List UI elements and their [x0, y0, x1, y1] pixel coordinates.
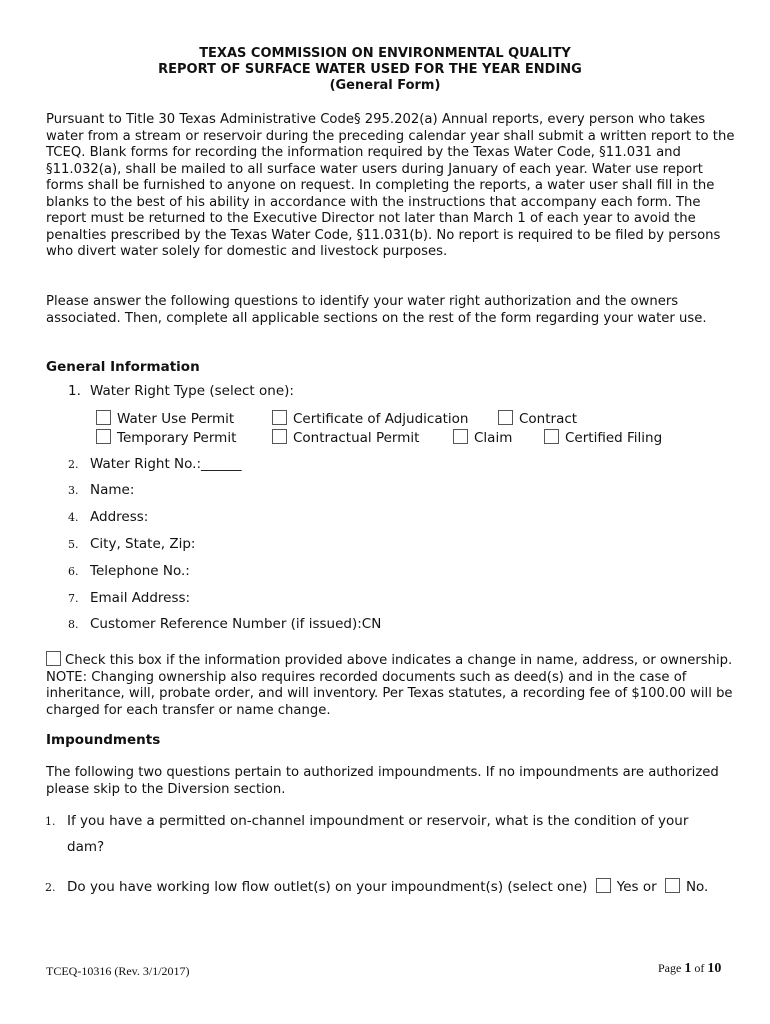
option-label: Temporary Permit: [117, 430, 237, 446]
option-certified-filing[interactable]: [544, 429, 662, 446]
item-number: 5.: [68, 538, 79, 551]
checkbox[interactable]: [544, 429, 559, 444]
field-label: Telephone No.:: [90, 563, 190, 579]
option-label: Water Use Permit: [117, 411, 235, 427]
no-checkbox[interactable]: [665, 878, 680, 893]
checkbox[interactable]: [453, 429, 468, 444]
field-label: Water Right No.:______: [90, 456, 242, 472]
checkbox[interactable]: [272, 410, 287, 425]
field-label: Address:: [90, 509, 149, 525]
of-word: of: [694, 961, 705, 975]
question-dam-condition-cont: dam?: [67, 839, 105, 855]
question-dam-condition: [45, 813, 688, 829]
item-number: 3.: [68, 484, 79, 497]
item-number: 1.: [45, 815, 56, 828]
item-number: 7.: [68, 592, 79, 605]
field-label: City, State, Zip:: [90, 536, 196, 552]
change-checkbox[interactable]: [46, 651, 61, 666]
question-label: Water Right Type (select one):: [90, 383, 294, 399]
change-notice: [46, 651, 736, 719]
option-label: Contract: [519, 411, 578, 427]
page-total: 10: [707, 961, 722, 976]
header-subtitle: (General Form): [329, 78, 441, 93]
option-certificate-of-adjudication[interactable]: [272, 410, 468, 427]
item-number: 2.: [45, 881, 56, 894]
field-city-state-zip[interactable]: [68, 536, 195, 552]
item-number: 2.: [68, 458, 79, 471]
option-temporary-permit[interactable]: [96, 429, 236, 446]
intro-paragraph: Pursuant to Title 30 Texas Administrative Code§ 295.202(a) Annual reports, every person who takes water from a stream or reservoir during the preceding calendar year shall submit a written report to the TCEQ. Blank forms for recording the information required by the Texas Water Code, §11.031 and §11.032(a), shall be mailed to all surface water users during January of each year. Water use report forms shall be furnished to anyone on request. In completing the reports, a water user shall fill in the blanks to the best of his ability in accordance with the instructions that accompany each form. The report must be returned to the Executive Director not later than March 1 of each year to avoid the penalties prescribed by the Texas Water Code, §11.031(b). No report is required to be filed by persons who divert water solely for domestic and livestock purposes.: [46, 112, 735, 259]
form-id: TCEQ-10316 (Rev. 3/1/2017): [46, 964, 190, 978]
option-claim[interactable]: [453, 429, 512, 446]
impoundments-heading: Impoundments: [46, 732, 161, 748]
instructions-paragraph: Please answer the following questions to identify your water right authorization and the owners associated. Then, complete all applicable sections on the rest of the form regarding your water use.: [46, 294, 707, 326]
field-name[interactable]: [68, 482, 134, 498]
page-word: Page: [658, 961, 682, 975]
change-notice-text: Check this box if the information provided above indicates a change in name, address, or ownership. NOTE: Changing ownership also requires recorded documents such as deed(s) and in the case of inheritance, will, probate order, and will inventory. Per Texas statutes, a recording fee of $100.00 will be charged for each transfer or name change.: [46, 653, 733, 718]
option-contract[interactable]: [498, 410, 577, 427]
question-text: Do you have working low flow outlet(s) on your impoundment(s) (select one): [67, 879, 588, 895]
no-label: No.: [685, 879, 709, 895]
impoundments-intro: The following two questions pertain to authorized impoundments. If no impoundments are authorized please skip to the Diversion section.: [46, 765, 719, 797]
field-label: Email Address:: [90, 590, 191, 606]
question-water-right-type: [68, 383, 294, 399]
option-contractual-permit[interactable]: [272, 429, 419, 446]
yes-label: Yes or: [616, 879, 657, 895]
question-low-flow-outlet: [45, 878, 708, 895]
question-number: 1.: [68, 383, 81, 399]
checkbox[interactable]: [498, 410, 513, 425]
checkbox[interactable]: [96, 410, 111, 425]
header-agency: TEXAS COMMISSION ON ENVIRONMENTAL QUALITY: [199, 46, 571, 61]
item-number: 8.: [68, 618, 79, 631]
page-current: 1: [684, 961, 692, 976]
field-label: Name:: [90, 482, 135, 498]
question-text: If you have a permitted on-channel impoundment or reservoir, what is the condition of your: [67, 813, 689, 829]
checkbox[interactable]: [96, 429, 111, 444]
header-title: REPORT OF SURFACE WATER USED FOR THE YEAR ENDING: [158, 62, 582, 77]
field-address[interactable]: [68, 509, 148, 525]
field-customer-reference[interactable]: [68, 616, 381, 632]
field-water-right-no[interactable]: [68, 456, 242, 472]
checkbox[interactable]: [272, 429, 287, 444]
field-telephone[interactable]: [68, 563, 190, 579]
field-email[interactable]: [68, 590, 190, 606]
option-label: Contractual Permit: [293, 430, 420, 446]
item-number: 6.: [68, 565, 79, 578]
item-number: 4.: [68, 511, 79, 524]
option-water-use-permit[interactable]: [96, 410, 234, 427]
yes-checkbox[interactable]: [596, 878, 611, 893]
option-label: Claim: [474, 430, 513, 446]
option-label: Certificate of Adjudication: [293, 411, 469, 427]
option-label: Certified Filing: [565, 430, 663, 446]
page-number: [658, 961, 721, 977]
field-label: Customer Reference Number (if issued):CN: [90, 616, 382, 632]
form-header: [0, 46, 770, 94]
general-info-heading: General Information: [46, 359, 200, 375]
